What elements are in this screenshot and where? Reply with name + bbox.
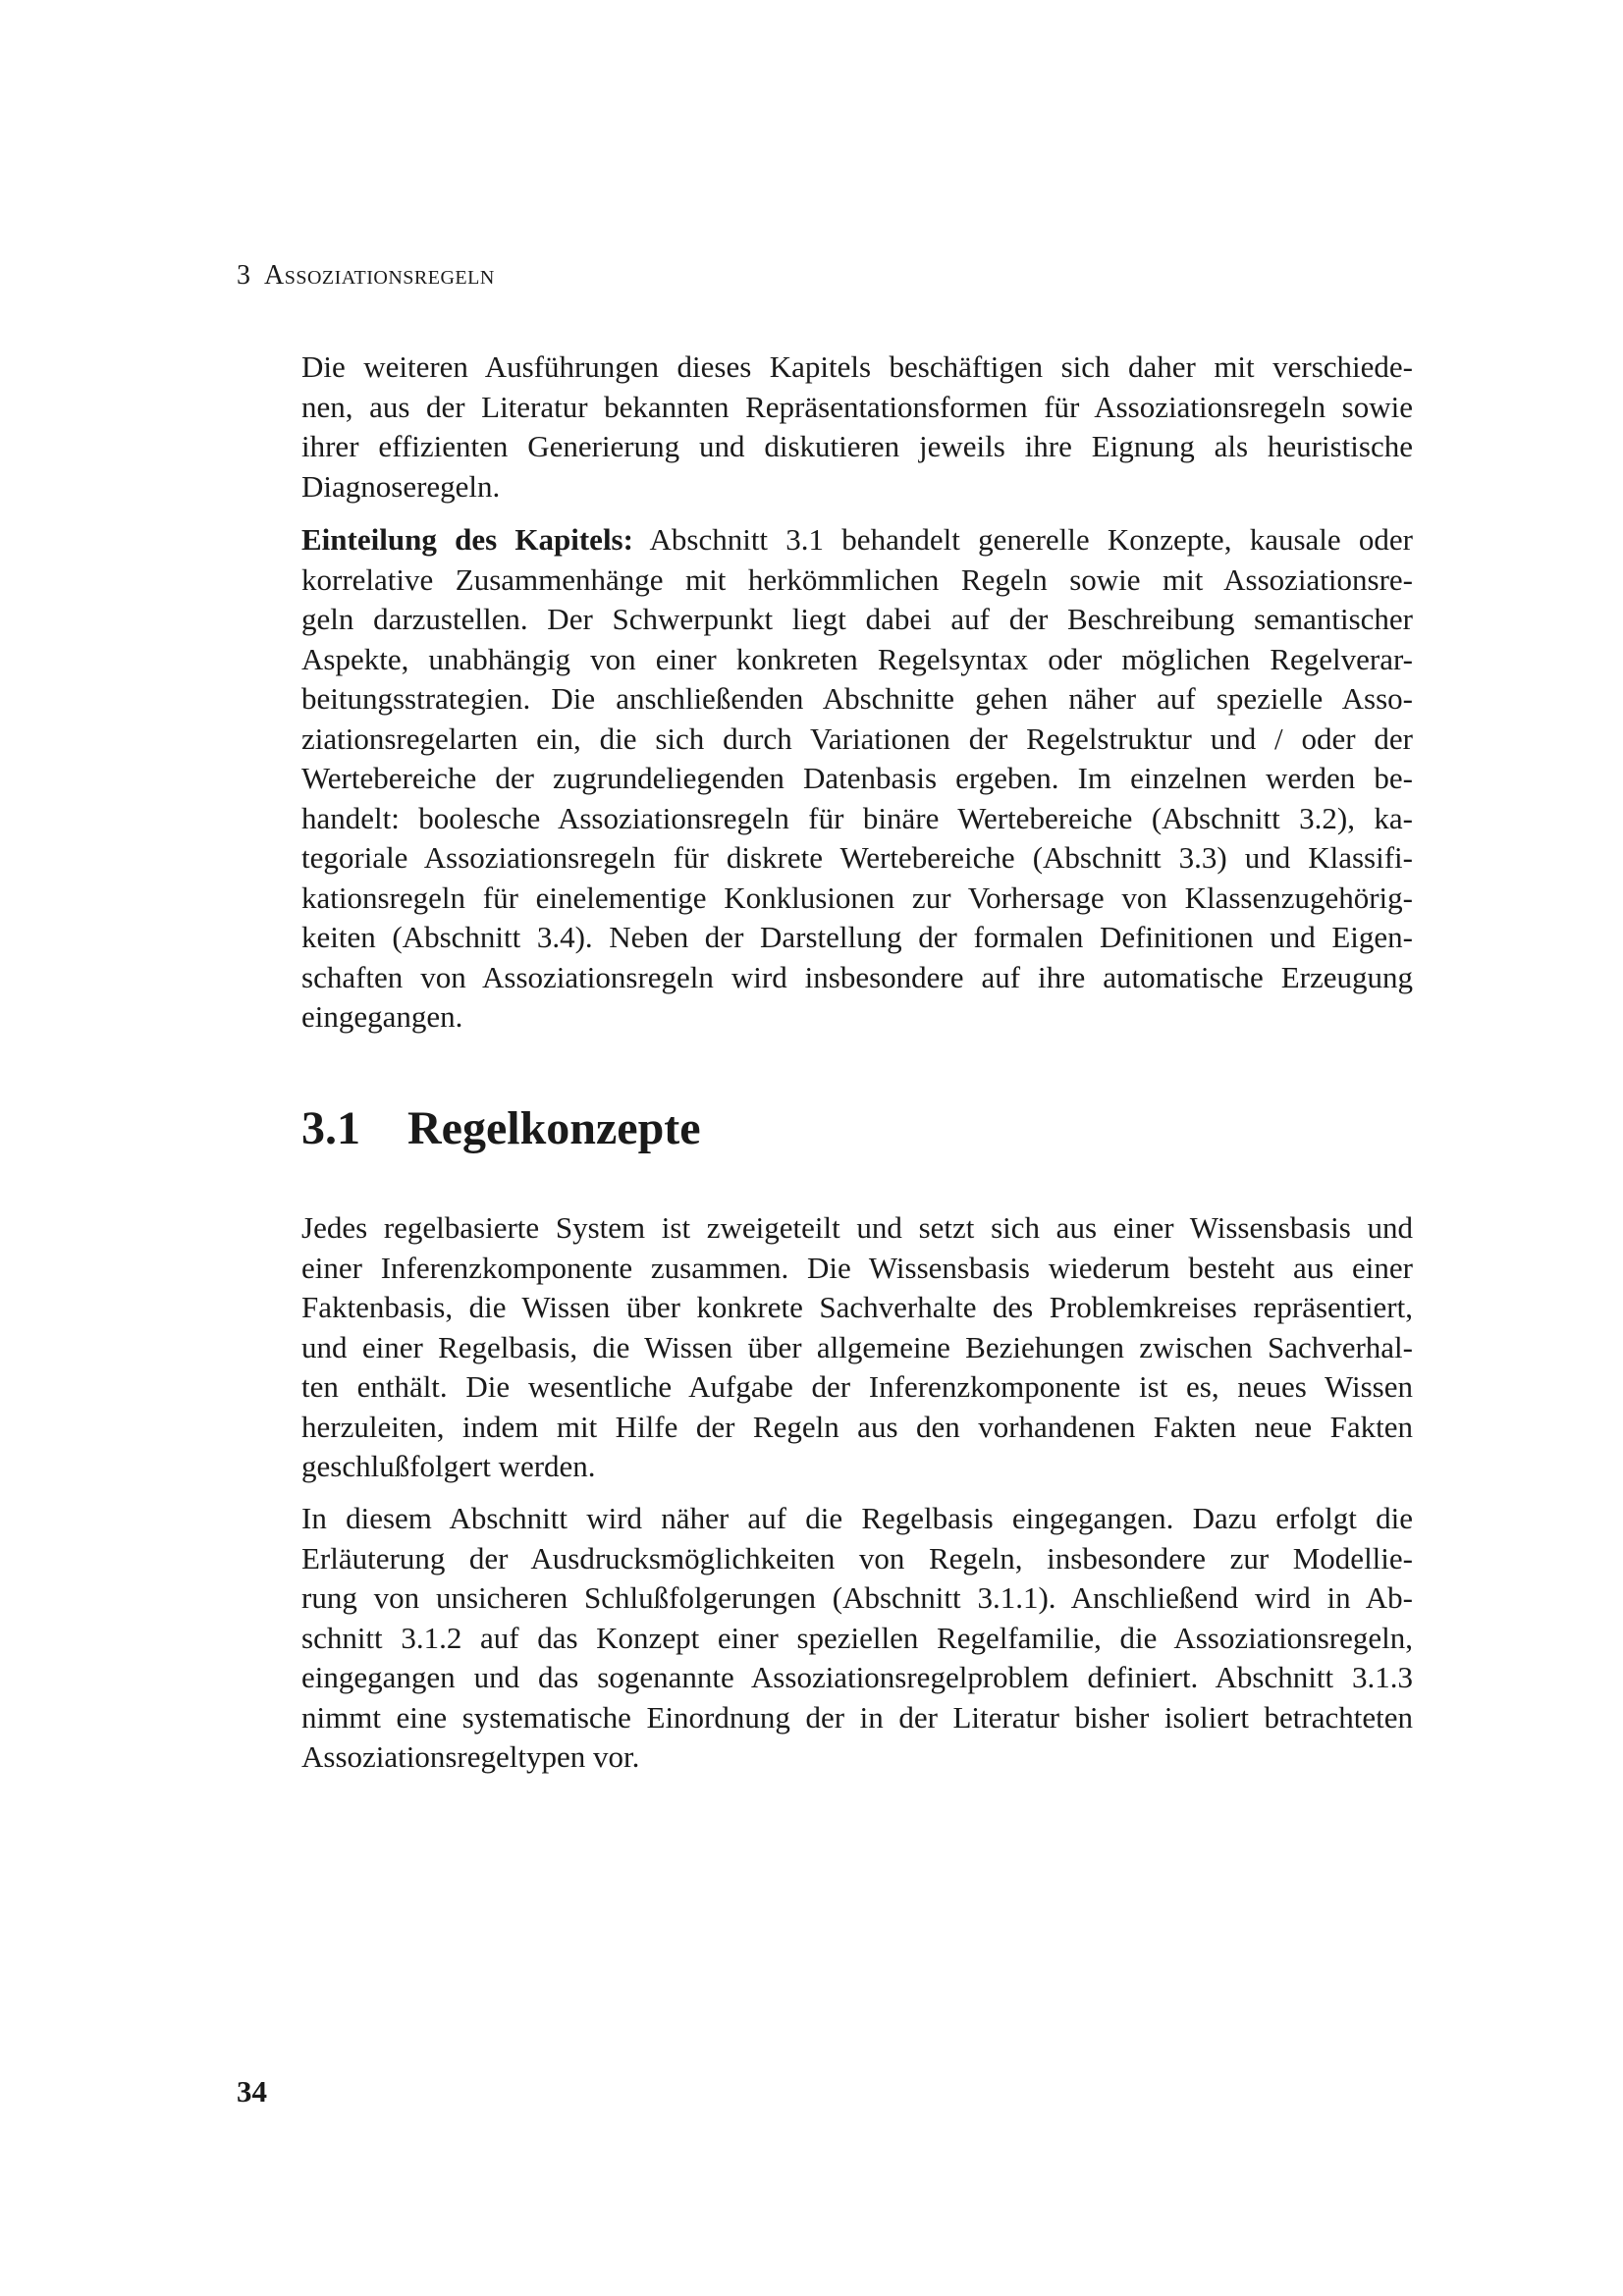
running-header-chapter-title: Assoziationsregeln <box>264 260 495 291</box>
paragraph-line: herzuleiten, indem mit Hilfe der Regeln aus den vorhandenen Fakten neue Fakten <box>301 1409 1413 1444</box>
paragraph-line: handelt: boolesche Assoziationsregeln für binäre Wertebereiche (Abschnitt 3.2), ka- <box>301 800 1413 835</box>
paragraph-line: Aspekte, unabhängig von einer konkreten Regelsyntax oder möglichen Regelverar- <box>301 641 1413 676</box>
paragraph-line: keiten (Abschnitt 3.4). Neben der Darstellung der formalen Definitionen und Eigen- <box>301 920 1413 954</box>
paragraph-line: Die weiteren Ausführungen dieses Kapitels beschäftigen sich daher mit verschiede- <box>301 349 1413 384</box>
running-header-chapter-number: 3 <box>237 260 250 291</box>
paragraph-line: schnitt 3.1.2 auf das Konzept einer speziellen Regelfamilie, die Assoziationsregeln, <box>301 1620 1413 1655</box>
intro-paragraph <box>301 347 1413 507</box>
paragraph-line: beitungsstrategien. Die anschließenden Abschnitte gehen näher auf spezielle Asso- <box>301 681 1413 716</box>
paragraph-line: tegoriale Assoziationsregeln für diskrete Wertebereiche (Abschnitt 3.3) und Klassifi- <box>301 840 1413 875</box>
paragraph-line: eingegangen. <box>301 999 463 1034</box>
paragraph-line: kationsregeln für einelementige Konklusionen zur Vorhersage von Klassenzugehörig- <box>301 880 1413 915</box>
paragraph-line: korrelative Zusammenhänge mit herkömmlichen Regeln sowie mit Assoziationsre- <box>301 561 1413 597</box>
paragraph-line: schaften von Assoziationsregeln wird insbesondere auf ihre automatische Erzeugung <box>301 959 1413 994</box>
paragraph-line: Assoziationsregeltypen vor. <box>301 1739 640 1774</box>
paragraph-line: Diagnoseregeln. <box>301 468 501 504</box>
section-title: Regelkonzepte <box>407 1102 701 1154</box>
paragraph-line: In diesem Abschnitt wird näher auf die Regelbasis eingegangen. Dazu erfolgt die <box>301 1501 1413 1535</box>
paragraph-line: nimmt eine systematische Einordnung der in der Literatur bisher isoliert betrachteten <box>301 1699 1413 1735</box>
section-paragraph-1 <box>301 1208 1413 1487</box>
paragraph-line: ihrer effizienten Generierung und diskutieren jeweils ihre Eignung als heuristische <box>301 429 1413 463</box>
section-number: 3.1 <box>301 1102 360 1154</box>
paragraph-line: Jedes regelbasierte System ist zweigeteilt und setzt sich aus einer Wissensbasis und <box>301 1210 1413 1245</box>
page-number: 34 <box>237 2074 267 2109</box>
section-paragraph-2 <box>301 1499 1413 1778</box>
paragraph-line: geschlußfolgert werden. <box>301 1449 596 1483</box>
chapter-outline-paragraph <box>301 520 1413 1038</box>
running-header <box>237 259 495 293</box>
paragraph-line: Erläuterung der Ausdrucksmöglichkeiten von Regeln, insbesondere zur Modellie- <box>301 1540 1413 1575</box>
paragraph-line <box>301 520 1413 561</box>
paragraph-line: geln darzustellen. Der Schwerpunkt liegt dabei auf der Beschreibung semantischer <box>301 602 1413 636</box>
outline-first-line-text: Abschnitt 3.1 behandelt generelle Konzepte, kausale oder <box>632 522 1413 557</box>
paragraph-line: ten enthält. Die wesentliche Aufgabe der Inferenzkomponente ist es, neues Wissen <box>301 1369 1413 1404</box>
paragraph-line: Wertebereiche der zugrundeliegenden Datenbasis ergeben. Im einzelnen werden be- <box>301 761 1413 795</box>
paragraph-line: und einer Regelbasis, die Wissen über allgemeine Beziehungen zwischen Sachverhal- <box>301 1329 1413 1364</box>
paragraph-line: rung von unsicheren Schlußfolgerungen (Abschnitt 3.1.1). Anschließend wird in Ab- <box>301 1580 1413 1615</box>
paragraph-line: einer Inferenzkomponente zusammen. Die Wissensbasis wiederum besteht aus einer <box>301 1250 1413 1285</box>
paragraph-line: nen, aus der Literatur bekannten Repräsentationsformen für Assoziationsregeln sowie <box>301 389 1413 424</box>
paragraph-line: eingegangen und das sogenannte Assoziationsregelproblem definiert. Abschnitt 3.1.3 <box>301 1660 1413 1694</box>
paragraph-line: ziationsregelarten ein, die sich durch Variationen der Regelstruktur und / oder der <box>301 721 1413 756</box>
paragraph-line: Faktenbasis, die Wissen über konkrete Sachverhalte des Problemkreises repräsentiert, <box>301 1290 1413 1324</box>
outline-lead-label: Einteilung des Kapitels: <box>301 522 633 557</box>
section-heading <box>301 1101 701 1156</box>
